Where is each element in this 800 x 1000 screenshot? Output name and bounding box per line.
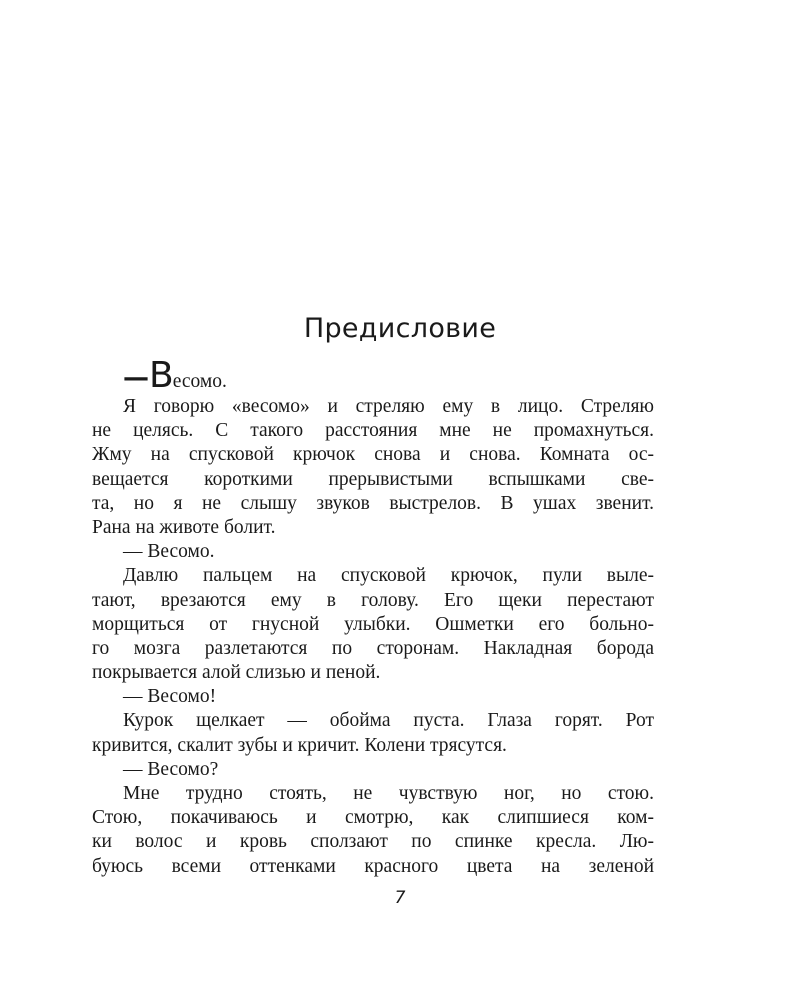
dialogue-line: — Весомо. [123,541,215,563]
text-line: морщиться от гнусной улыбки. Ошметки его больно- [92,613,654,635]
text-line: го мозга разлетаются по сторонам. Накладная борода [92,637,654,659]
text-line: покрывается алой слизью и пеной. [92,662,381,684]
opening-rest: есомо. [172,371,227,392]
text-line: Стою, покачиваюсь и смотрю, как слипшиеся ком- [92,807,654,829]
text-line: кривится, скалит зубы и кричит. Колени трясутся. [92,734,507,756]
text-line: Давлю пальцем на спусковой крючок, пули выле- [123,565,654,587]
text-line: вещается короткими прерывистыми вспышками све- [92,468,654,490]
text-line: та, но я не слышу звуков выстрелов. В ушах звенит. [92,492,654,514]
drop-cap: В [149,355,173,396]
text-line: ки волос и кровь сползают по спинке кресла. Лю- [92,831,654,853]
text-line: Рана на животе болит. [92,516,276,538]
text-line: буюсь всеми оттенками красного цвета на зеленой [92,855,654,877]
text-line: Жму на спусковой крючок снова и снова. Комната ос- [92,444,654,466]
text-line: Я говорю «весомо» и стреляю ему в лицо. Стреляю [123,396,654,417]
dialogue-line: — Весомо? [123,758,219,780]
body-text [92,357,654,879]
page-number: 7 [394,888,406,908]
dialogue-line: — Весомо! [123,686,217,708]
opening-dash: — [123,363,149,393]
text-line: не целясь. С такого расстояния мне не промахнуться. [92,420,654,442]
text-line: Курок щелкает — обойма пуста. Глаза горят. Рот [123,710,654,732]
chapter-title: Предисловие [303,313,497,344]
text-line: Мне трудно стоять, не чувствую ног, но стою. [123,783,654,804]
opening-line [92,357,654,395]
text-line: тают, врезаются ему в голову. Его щеки перестают [92,589,654,611]
